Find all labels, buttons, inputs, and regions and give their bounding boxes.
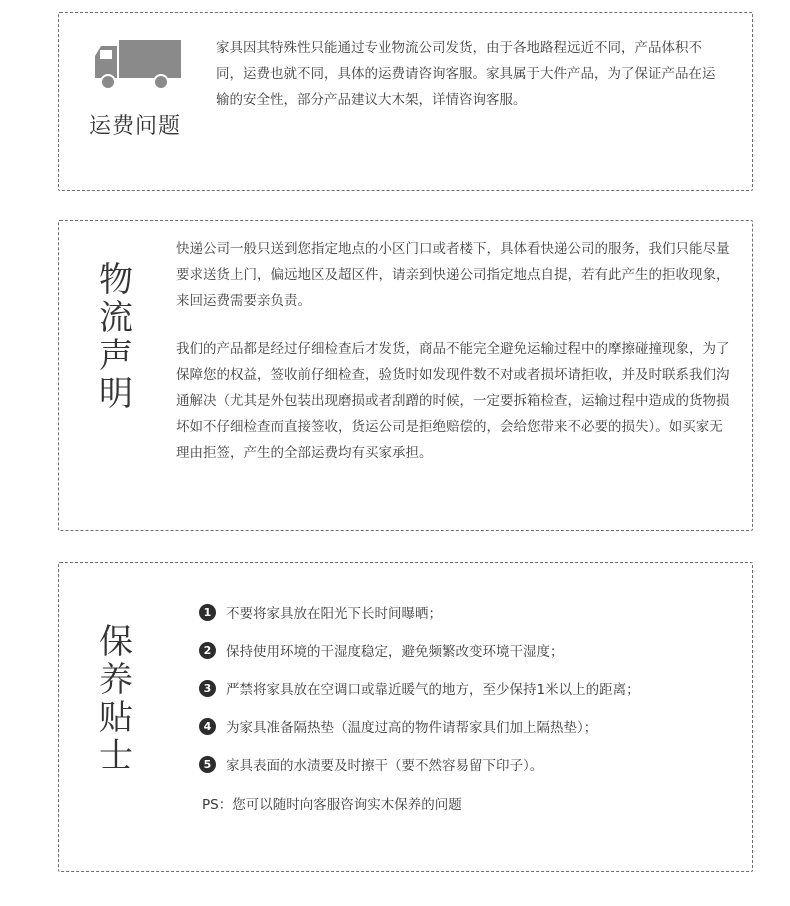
ps-note: PS：您可以随时向客服咨询实木保养的问题 [202, 797, 462, 813]
logistics-title-char: 物 [99, 260, 133, 300]
number-badge: 2 [199, 642, 216, 659]
logistics-paragraph-2: 我们的产品都是经过仔细检查后才发货，商品不能完全避免运输过程中的摩擦碰撞现象，为了保障您的权益，签收前仔细检查，验货时如发现件数不对或者损坏请拒收，并及时联系我们沟通解决（尤其是外包装出现磨损或者刮蹭的时候，一定要拆箱检查，运输过程中造成的货物损坏如不仔细检查而直接签收，货运公司是拒绝赔偿的，会给您带来不必要的损失）。如买家无理由拒签，产生的全部运费均有买家承担。 [176, 341, 730, 461]
list-item [199, 707, 640, 745]
care-title-char: 贴 [99, 698, 133, 738]
care-item-text: 家具表面的水渍要及时擦干（要不然容易留下印子）。 [226, 758, 544, 774]
logistics-title-char: 明 [99, 374, 133, 414]
care-item-text: 严禁将家具放在空调口或靠近暖气的地方，至少保持1米以上的距离； [226, 682, 640, 698]
care-item-text: 不要将家具放在阳光下长时间曝晒； [226, 606, 442, 622]
shipping-title: 运费问题 [89, 114, 182, 139]
logistics-title [94, 261, 138, 413]
care-title-char: 士 [99, 736, 133, 776]
care-title [94, 623, 138, 775]
care-item-text: 保持使用环境的干湿度稳定，避免频繁改变环境干湿度； [226, 644, 564, 660]
care-section [58, 562, 753, 872]
logistics-title-char: 声 [99, 336, 133, 376]
shipping-section [58, 12, 753, 191]
care-title-char: 养 [99, 660, 133, 700]
truck-icon [93, 38, 183, 92]
care-list [199, 593, 640, 783]
care-title-char: 保 [99, 622, 133, 662]
logistics-paragraph-1: 快递公司一般只送到您指定地点的小区门口或者楼下，具体看快递公司的服务，我们只能尽量 要求送货上门，偏远地区及超区件，请亲到快递公司指定地点自提，若有此产生的拒收现象，来回运费需要亲负责。 [176, 241, 730, 309]
logistics-section [58, 220, 753, 531]
list-item [199, 593, 640, 631]
number-badge: 5 [199, 756, 216, 773]
shipping-text: 家具因其特殊性只能通过专业物流公司发货，由于各地路程远近不同，产品体积不同，运费也就不同，具体的运费请咨询客服。家具属于大件产品，为了保证产品在运输的安全性，部分产品建议大木架，详情咨询客服。 [216, 40, 716, 108]
number-badge: 1 [199, 604, 216, 621]
number-badge: 3 [199, 680, 216, 697]
list-item [199, 669, 640, 707]
care-item-text: 为家具准备隔热垫（温度过高的物件请帮家具们加上隔热垫）； [226, 720, 598, 736]
logistics-title-char: 流 [99, 298, 133, 338]
list-item [199, 631, 640, 669]
number-badge: 4 [199, 718, 216, 735]
list-item [199, 745, 640, 783]
